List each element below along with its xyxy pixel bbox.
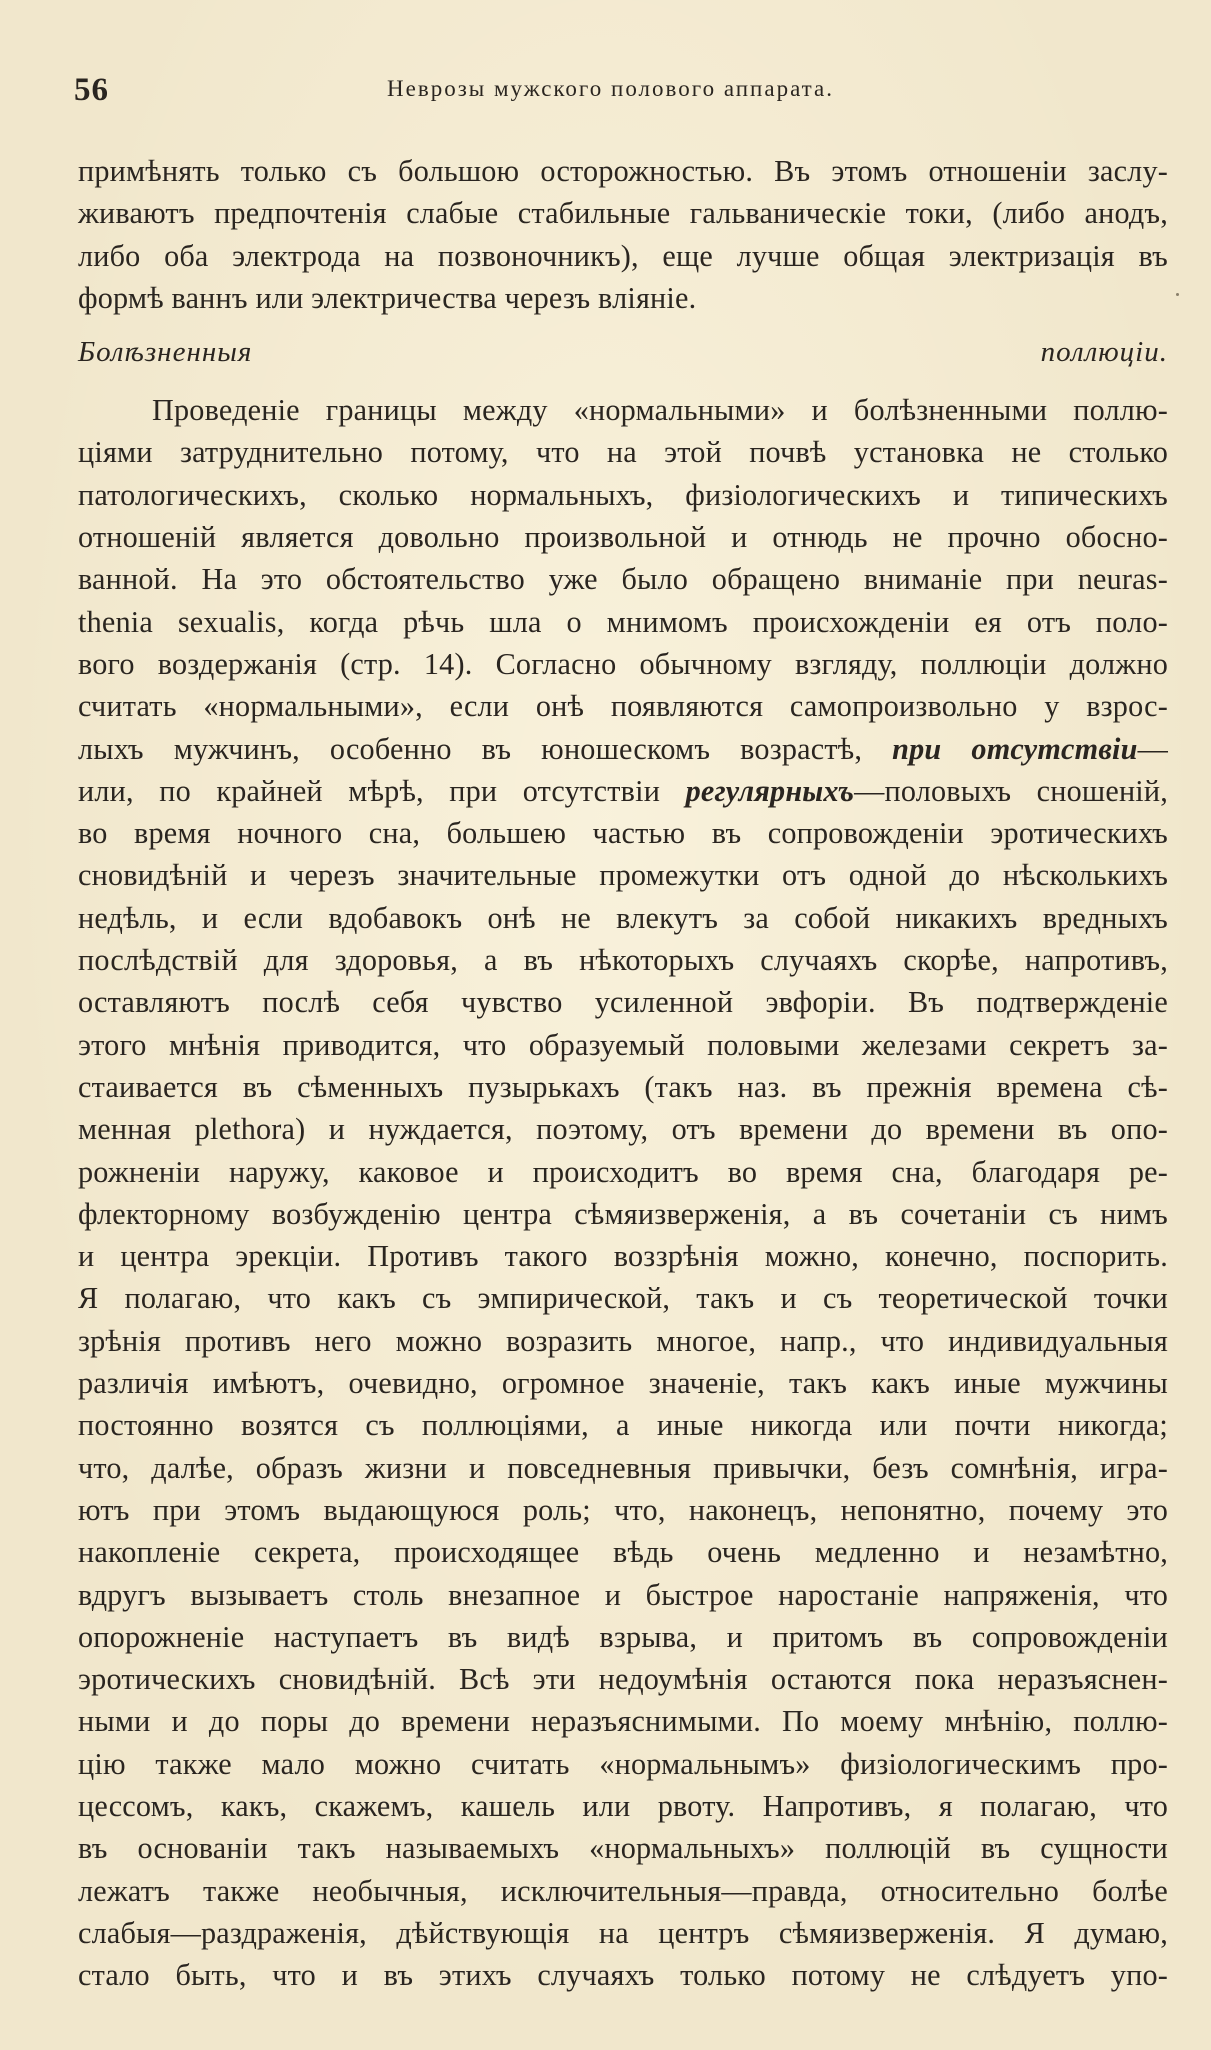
- text-line: стаивается въ сѣменныхъ пузырькахъ (такъ наз. въ прежнія времена сѣ-: [78, 1069, 1168, 1104]
- paragraph-1: [78, 150, 1168, 319]
- emphasis-text: при отсутствіи: [892, 731, 1138, 766]
- text-run: или, по крайней мѣрѣ, при отсутствіи: [78, 773, 686, 808]
- text-line: постоянно возятся съ поллюціями, а иные никогда или почти никогда;: [78, 1408, 1168, 1443]
- text-line: сновидѣній и черезъ значительные промежутки отъ одной до нѣсколькихъ: [78, 858, 1168, 893]
- running-title: Неврозы мужского полового аппарата.: [387, 76, 834, 101]
- text-line: различія имѣютъ, очевидно, огромное значеніе, такъ какъ иные мужчины: [78, 1366, 1168, 1401]
- text-line: стало быть, что и въ этихъ случаяхъ только потому не слѣдуетъ упо-: [78, 1958, 1168, 1993]
- text-line: оставляютъ послѣ себя чувство усиленной эвфоріи. Въ подтвержденіе: [78, 985, 1168, 1020]
- text-line: Проведеніе границы между «нормальными» и болѣзненными поллю-: [152, 393, 1168, 428]
- text-line: въ основаніи такъ называемыхъ «нормальныхъ» поллюцій въ сущности: [78, 1831, 1168, 1866]
- text-line: лежатъ также необычныя, исключительныя—правда, относительно болѣе: [78, 1873, 1168, 1908]
- text-line: слабыя—раздраженія, дѣйствующія на центръ сѣмяизверженія. Я думаю,: [78, 1915, 1168, 1950]
- text-line: что, далѣе, образъ жизни и повседневныя привычки, безъ сомнѣнія, игра-: [78, 1450, 1168, 1485]
- text-line: примѣнять только съ большою осторожностью. Въ этомъ отношеніи заслу-: [78, 154, 1168, 188]
- text-line: и центра эрекціи. Противъ такого воззрѣнія можно, конечно, поспорить.: [78, 1239, 1168, 1274]
- text-line: Я полагаю, что какъ съ эмпирической, такъ и съ теоретической точки: [78, 1281, 1168, 1316]
- text-line: отношеній является довольно произвольной и отнюдь не прочно обосно-: [78, 520, 1168, 555]
- text-line: менная plethora) и нуждается, поэтому, отъ времени до времени въ опо-: [78, 1112, 1168, 1147]
- text-line: патологическихъ, сколько нормальныхъ, физіологическихъ и типическихъ: [78, 477, 1168, 512]
- text-line: зрѣнія противъ него можно возразить многое, напр., что индивидуальныя: [78, 1323, 1168, 1358]
- text-line: thenia sexualis, когда рѣчь шла о мнимомъ происхожденіи ея отъ поло-: [78, 604, 1168, 639]
- text-line: эротическихъ сновидѣній. Всѣ эти недоумѣнія остаются пока неразъяснен-: [78, 1662, 1168, 1697]
- text-line: этого мнѣнія приводится, что образуемый половыми железами секретъ за-: [78, 1027, 1168, 1062]
- text-line: ціями затруднительно потому, что на этой почвѣ установка не столько: [78, 435, 1168, 470]
- text-line: цію также мало можно считать «нормальнымъ» физіологическимъ про-: [78, 1746, 1168, 1781]
- text-line: живаютъ предпочтенія слабые стабильные гальваническіе токи, (либо анодъ,: [78, 196, 1168, 231]
- text-line: рожненіи наружу, каковое и происходитъ во время сна, благодаря ре-: [78, 1154, 1168, 1189]
- text-line: либо оба электрода на позвоночникъ), еще лучше общая электризація въ: [78, 238, 1168, 273]
- text-line: ными и до поры до времени неразъяснимыми. По моему мнѣнію, поллю-: [78, 1704, 1168, 1739]
- text-line: ванной. На это обстоятельство уже было обращено вниманіе при neuras-: [78, 562, 1168, 597]
- text-line: флекторному возбужденію центра сѣмяизверженія, а въ сочетаніи съ нимъ: [78, 1196, 1168, 1231]
- paper-speck: [1176, 293, 1179, 296]
- text-line: во время ночного сна, большею частью въ сопровожденіи эротическихъ: [78, 816, 1168, 851]
- text-line: опорожненіе наступаетъ въ видѣ взрыва, и притомъ въ сопровожденіи: [78, 1619, 1168, 1654]
- text-line: считать «нормальными», если онѣ появляются самопроизвольно у взрос-: [78, 689, 1168, 724]
- text-line: недѣль, и если вдобавокъ онѣ не влекутъ за собой никакихъ вредныхъ: [78, 900, 1168, 935]
- text-line: накопленіе секрета, происходящее вѣдь очень медленно и незамѣтно,: [78, 1535, 1168, 1570]
- text-line-with-emphasis: [78, 770, 1168, 812]
- text-line: вого воздержанія (стр. 14). Согласно обычному взгляду, поллюціи должно: [78, 646, 1168, 681]
- text-line: вдругъ вызываетъ столь внезапное и быстрое наростаніе напряженія, что: [78, 1577, 1168, 1612]
- text-run: —: [1137, 731, 1168, 766]
- page-header: [68, 72, 1153, 116]
- paragraph-2: [78, 389, 1168, 1996]
- page-number: 56: [74, 72, 109, 108]
- text-line: ютъ при этомъ выдающуюся роль; что, наконецъ, непонятно, почему это: [78, 1492, 1168, 1527]
- text-line-with-emphasis: [78, 728, 1168, 770]
- text-line: послѣдствій для здоровья, а въ нѣкоторыхъ случаяхъ скорѣе, напротивъ,: [78, 943, 1168, 978]
- body-text: [78, 150, 1168, 1996]
- emphasis-text: регулярныхъ: [685, 773, 855, 808]
- text-line: цессомъ, какъ, скажемъ, кашель или рвоту. Напротивъ, я полагаю, что: [78, 1788, 1168, 1823]
- text-run: —половыхъ сношеній,: [854, 773, 1168, 808]
- text-line: формѣ ваннъ или электричества черезъ вліяніе.: [78, 280, 697, 315]
- text-run: лыхъ мужчинъ, особенно въ юношескомъ возрастѣ,: [78, 731, 893, 766]
- section-heading: Болѣзненныя поллюціи.: [78, 336, 1168, 369]
